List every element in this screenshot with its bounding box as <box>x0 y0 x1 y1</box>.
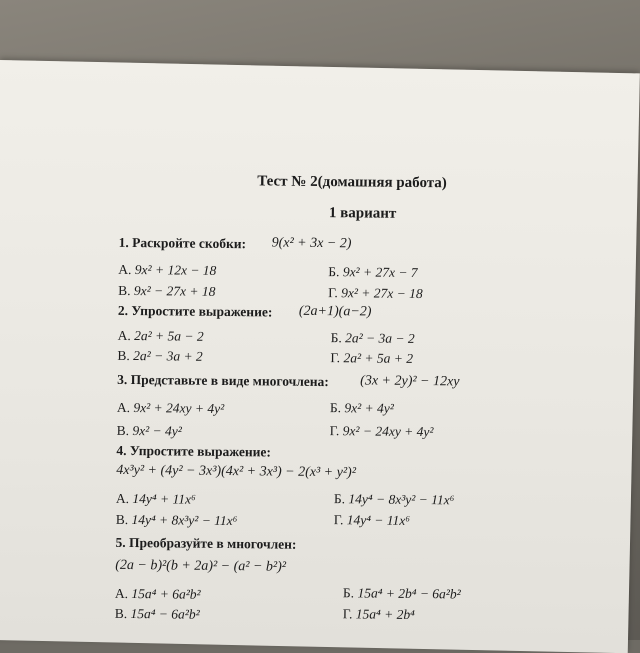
option-letter: А. <box>118 261 132 278</box>
question-2-label: 2. Упростите выражение: <box>117 302 273 320</box>
question-3-option-d <box>330 423 434 440</box>
option-letter: В. <box>118 282 131 299</box>
option-text: 14y⁴ + 11x⁶ <box>132 491 196 507</box>
option-letter: Г. <box>328 285 338 301</box>
option-letter: А. <box>114 585 129 602</box>
option-text: 9x² + 24xy + 4y² <box>133 400 225 416</box>
option-text: 2a² + 5a − 2 <box>134 328 204 344</box>
option-letter: Б. <box>330 330 342 346</box>
option-letter: А. <box>116 399 131 416</box>
option-letter: Г. <box>329 423 340 439</box>
option-letter: Б. <box>328 264 340 280</box>
option-letter: А. <box>117 327 131 344</box>
option-text: 14y⁴ + 8x³y² − 11x⁶ <box>131 512 238 529</box>
question-5-expression: (2a − b)²(b + 2a)² − (a² − b²)² <box>115 557 287 575</box>
question-2-option-b <box>331 330 415 347</box>
question-5-option-a <box>115 586 201 603</box>
option-text: 15a⁴ − 6a²b² <box>130 606 200 622</box>
question-3-label: 3. Представьте в виде многочлена: <box>117 371 329 390</box>
option-text: 14y⁴ − 11x⁶ <box>346 512 411 528</box>
option-letter: В. <box>117 347 130 364</box>
option-letter: А. <box>115 490 130 507</box>
option-text: 9x² + 27x − 18 <box>341 285 423 302</box>
option-letter: Г. <box>333 512 344 528</box>
option-text: 14y⁴ − 8x³y² − 11x⁶ <box>348 491 455 508</box>
option-letter: В. <box>115 511 129 527</box>
option-text: 15a⁴ + 2b⁴ <box>355 606 415 623</box>
question-5-label: 5. Преобразуйте в многочлен: <box>115 534 297 552</box>
option-letter: Б. <box>329 400 342 416</box>
option-text: 2a² − 3a − 2 <box>345 330 415 346</box>
question-4-option-b <box>334 491 455 508</box>
question-4-expression: 4x³y² + (4y² − 3x³)(4x² + 3x³) − 2(x³ + y²)² <box>116 462 357 481</box>
question-4-label: 4. Упростите выражение: <box>116 442 272 460</box>
option-text: 9x² − 27x + 18 <box>133 283 216 299</box>
option-letter: В. <box>116 422 130 439</box>
option-letter: Б. <box>342 585 355 601</box>
option-text: 9x² − 24xy + 4y² <box>342 423 434 440</box>
question-5-option-c <box>115 606 200 623</box>
question-1-option-c <box>118 283 215 300</box>
question-4-option-d <box>334 512 410 529</box>
option-letter: Б. <box>333 491 346 507</box>
option-text: 2a² + 5a + 2 <box>343 350 414 366</box>
document-title: Тест № 2(домашняя работа) <box>257 173 447 192</box>
question-5-option-d <box>343 606 415 623</box>
question-4-option-c <box>116 512 238 529</box>
option-text: 9x² + 12x − 18 <box>134 262 217 278</box>
option-text: 9x² + 27x − 7 <box>342 264 418 281</box>
question-1-option-b <box>328 264 417 281</box>
option-letter: Г. <box>330 350 341 366</box>
question-1-option-d <box>328 285 423 302</box>
question-1-label: 1. Раскройте скобки: <box>118 234 247 252</box>
question-4-option-a <box>116 491 196 508</box>
question-1-option-a <box>118 262 216 279</box>
question-3-expression: (3x + 2y)² − 12xy <box>360 373 460 390</box>
option-text: 15a⁴ + 2b⁴ − 6a²b² <box>357 585 461 602</box>
variant-heading: 1 вариант <box>328 205 397 222</box>
option-letter: В. <box>114 605 128 621</box>
question-5-option-b <box>343 585 461 602</box>
question-2-option-d <box>330 350 413 367</box>
question-2-option-a <box>118 328 204 345</box>
option-text: 2a² − 3a + 2 <box>133 348 203 364</box>
question-3-option-c <box>117 423 182 440</box>
question-2-option-c <box>117 348 202 365</box>
question-3-option-a <box>117 400 224 417</box>
option-letter: Г. <box>342 606 353 622</box>
question-2-expression: (2a+1)(a−2) <box>298 303 372 320</box>
option-text: 9x² + 4y² <box>344 400 394 416</box>
question-3-option-b <box>330 400 394 417</box>
option-text: 15a⁴ + 6a²b² <box>131 586 201 602</box>
option-text: 9x² − 4y² <box>132 423 182 439</box>
question-1-expression: 9(x² + 3x − 2) <box>271 235 352 252</box>
